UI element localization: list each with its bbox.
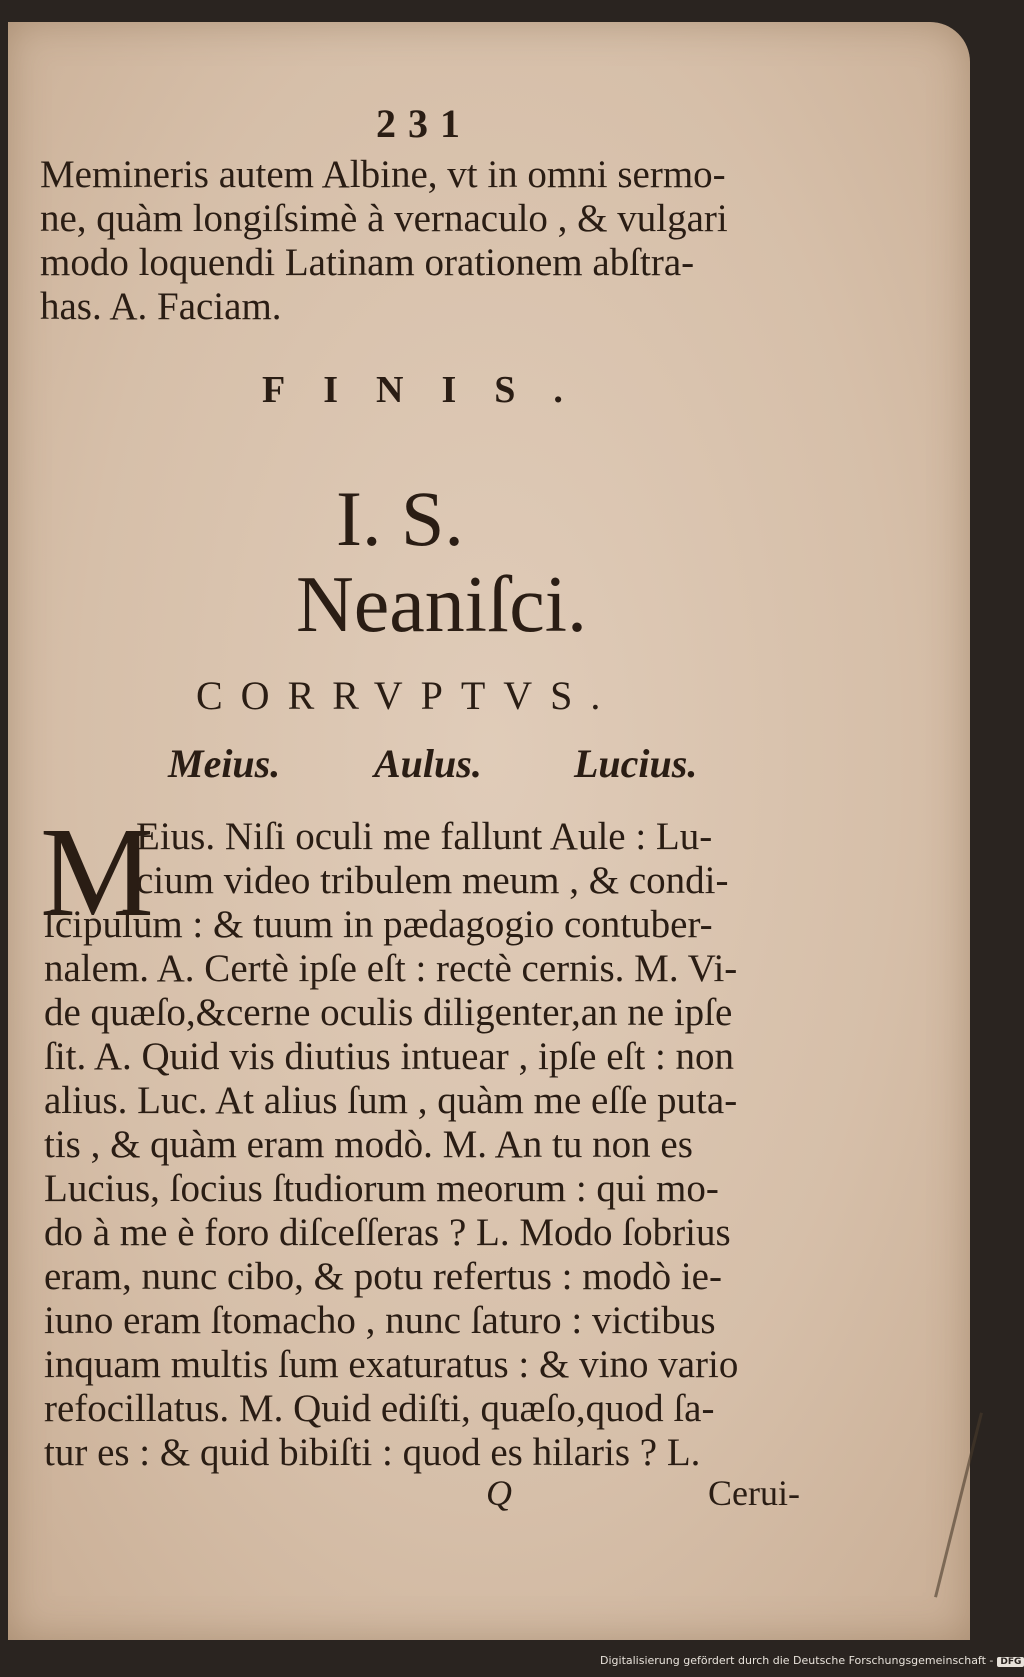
page-number: 231 [376, 101, 472, 146]
signature-mark: Q [486, 1473, 512, 1513]
author-initials: I. S. [336, 475, 464, 562]
catchword: Cerui- [708, 1473, 800, 1513]
body-line: nalem. A. Certè ipſe eſt : rectè cernis. M. Vi- [44, 947, 738, 990]
dialogue-title: Neaniſci. [296, 561, 587, 649]
drop-cap: M [40, 801, 154, 943]
body-line: de quæſo,&cerne oculis diligenter,an ne ipſe [44, 991, 733, 1034]
body-line: ſcipulum : & tuum in pædagogio contuber- [44, 903, 713, 946]
persona-meius: Meius. [168, 741, 281, 786]
body-line: do à me è foro diſceſſeras ? L. Modo ſobrius [44, 1211, 731, 1254]
body-line: iuno eram ſtomacho , nunc ſaturo : victibus [44, 1299, 716, 1342]
body-line: alius. Luc. At alius ſum , quàm me eſſe puta- [44, 1079, 738, 1122]
digitization-credit [600, 1654, 1024, 1667]
dfg-logo-icon: DFG [997, 1657, 1024, 1667]
text-line: modo loquendi Latinam orationem abſtra- [40, 241, 695, 284]
dialogue-subtitle: CORRVPTVS. [196, 673, 619, 718]
body-line: inquam multis ſum exaturatus : & vino vario [44, 1343, 739, 1386]
credit-text: Digitalisierung gefördert durch die Deutsche Forschungsgemeinschaft - [600, 1654, 994, 1667]
body-line: Eius. Niſi oculi me fallunt Aule : Lu- [136, 815, 713, 858]
persona-aulus: Aulus. [374, 741, 482, 786]
body-line: tur es : & quid bibiſti : quod es hilaris ? L. [44, 1431, 701, 1474]
text-line: ne, quàm longiſsimè à vernaculo , & vulgari [40, 197, 728, 240]
text-line: has. A. Faciam. [40, 285, 282, 328]
body-line: eram, nunc cibo, & potu refertus : modò ie- [44, 1255, 722, 1298]
finis-heading: FINIS. [262, 369, 601, 411]
body-line: Lucius, ſocius ſtudiorum meorum : qui mo- [44, 1167, 719, 1210]
body-line: ſit. A. Quid vis diutius intuear , ipſe eſt : non [44, 1035, 735, 1078]
body-line: tis , & quàm eram modò. M. An tu non es [44, 1123, 693, 1166]
body-line: refocillatus. M. Quid ediſti, quæſo,quod ſa- [44, 1387, 715, 1430]
text-line: Memineris autem Albine, vt in omni sermo- [40, 153, 726, 196]
persona-lucius: Lucius. [574, 741, 698, 786]
body-line: cium video tribulem meum , & condi- [136, 859, 729, 902]
